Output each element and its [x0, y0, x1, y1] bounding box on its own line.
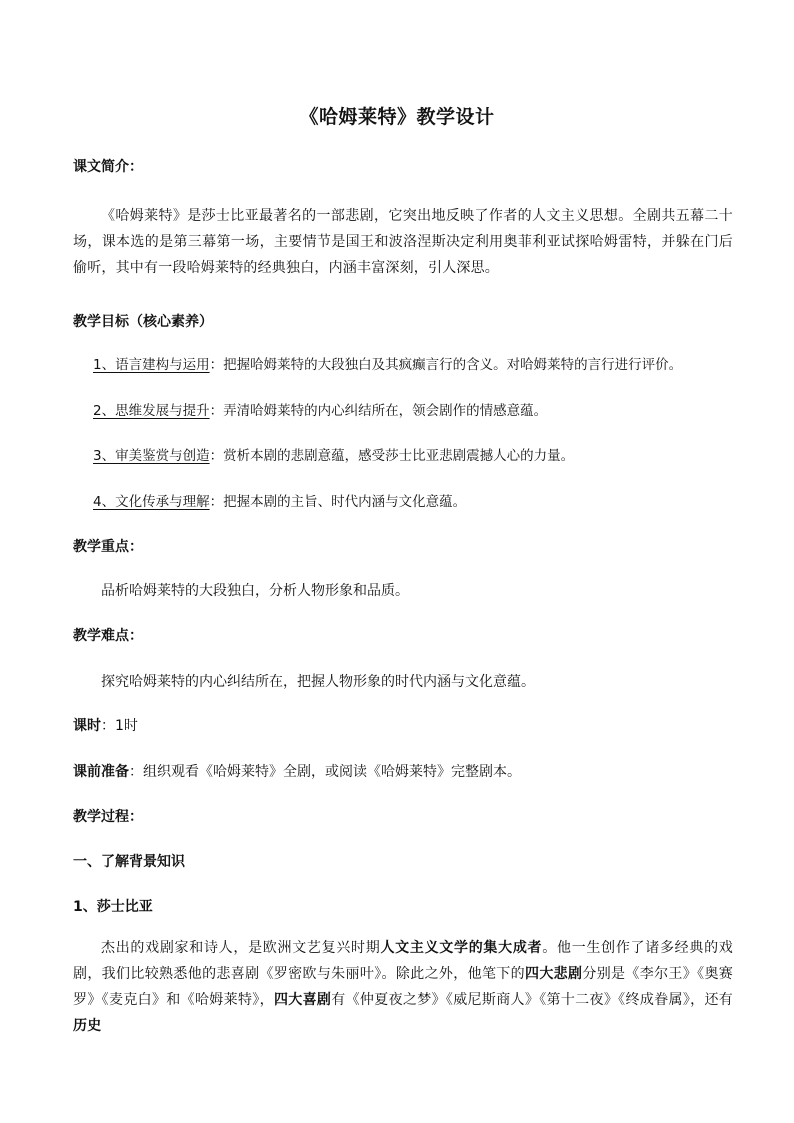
p1-bold: 人文主义文学的集大成者: [380, 940, 543, 956]
hours-value: ：1时: [101, 718, 138, 734]
key-points-heading: 教学重点：: [73, 539, 143, 555]
goal-text: ：赏析本剧的悲剧意蕴，感受莎士比亚悲剧震撼人心的力量。: [209, 448, 575, 464]
p1-text: 。他一生创作了诸多经典的戏剧，我们比较熟悉他的悲喜剧《罗密欧与朱丽叶》。除此之外，他笔下的: [73, 940, 733, 982]
goal-item: [93, 401, 547, 421]
p1-text: 杰出的戏剧家和诗人，是欧洲文艺复兴时期: [101, 940, 381, 956]
hours-line: [73, 716, 138, 736]
goal-item: [93, 446, 574, 466]
subsection-heading: 1、莎士比亚: [73, 899, 153, 915]
page-title: 《哈姆莱特》教学设计: [299, 106, 495, 128]
p1-text: 有《仲夏夜之梦》《威尼斯商人》《第十二夜》《终成眷属》，还有: [331, 992, 734, 1008]
goal-text: ：把握哈姆莱特的大段独白及其疯癫言行的含义。对哈姆莱特的言行进行评价。: [209, 357, 683, 373]
preparation-line: [73, 762, 521, 782]
p1-bold: 四大喜剧: [273, 992, 332, 1008]
shakespeare-paragraph: [73, 935, 734, 1034]
intro-paragraph: 《哈姆莱特》是莎士比亚最著名的一部悲剧，它突出地反映了作者的人文主义思想。全剧共五幕二十场，课本选的是第三幕第一场，主要情节是国王和波洛涅斯决定利用奥菲利亚试探哈姆雷特，并躲在门后偷听，其中有一段哈姆莱特的经典独白，内涵丰富深刻，引人深思。: [73, 208, 733, 276]
goals-heading: 教学目标（核心素养）: [73, 314, 213, 330]
goal-item: [93, 492, 466, 512]
difficulties-heading: 教学难点：: [73, 628, 143, 644]
goal-text: ：把握本剧的主旨、时代内涵与文化意蕴。: [209, 494, 467, 510]
preparation-text: ：组织观看《哈姆莱特》全剧，或阅读《哈姆莱特》完整剧本。: [129, 764, 521, 780]
goal-label: 4、文化传承与理解: [93, 494, 210, 510]
key-points-text: 品析哈姆莱特的大段独白，分析人物形象和品质。: [101, 583, 409, 599]
process-heading: 教学过程：: [73, 809, 143, 825]
goal-item: [93, 355, 682, 375]
goal-label: 3、审美鉴赏与创造: [93, 448, 210, 464]
intro-heading: 课文简介：: [73, 159, 143, 175]
p1-bold: 历史: [73, 1018, 102, 1034]
hours-label: 课时: [73, 718, 101, 734]
goal-label: 2、思维发展与提升: [93, 403, 210, 419]
difficulties-text: 探究哈姆莱特的内心纠结所在，把握人物形象的时代内涵与文化意蕴。: [101, 674, 535, 690]
goal-label: 1、语言建构与运用: [93, 357, 210, 373]
preparation-label: 课前准备: [73, 764, 129, 780]
p1-text: 分别是《李尔王》《奥赛罗》《麦克白》和《哈姆莱特》，: [73, 966, 733, 1008]
p1-bold: 四大悲剧: [524, 966, 583, 982]
section-heading: 一、了解背景知识: [73, 854, 185, 870]
goal-text: ：弄清哈姆莱特的内心纠结所在，领会剧作的情感意蕴。: [209, 403, 548, 419]
